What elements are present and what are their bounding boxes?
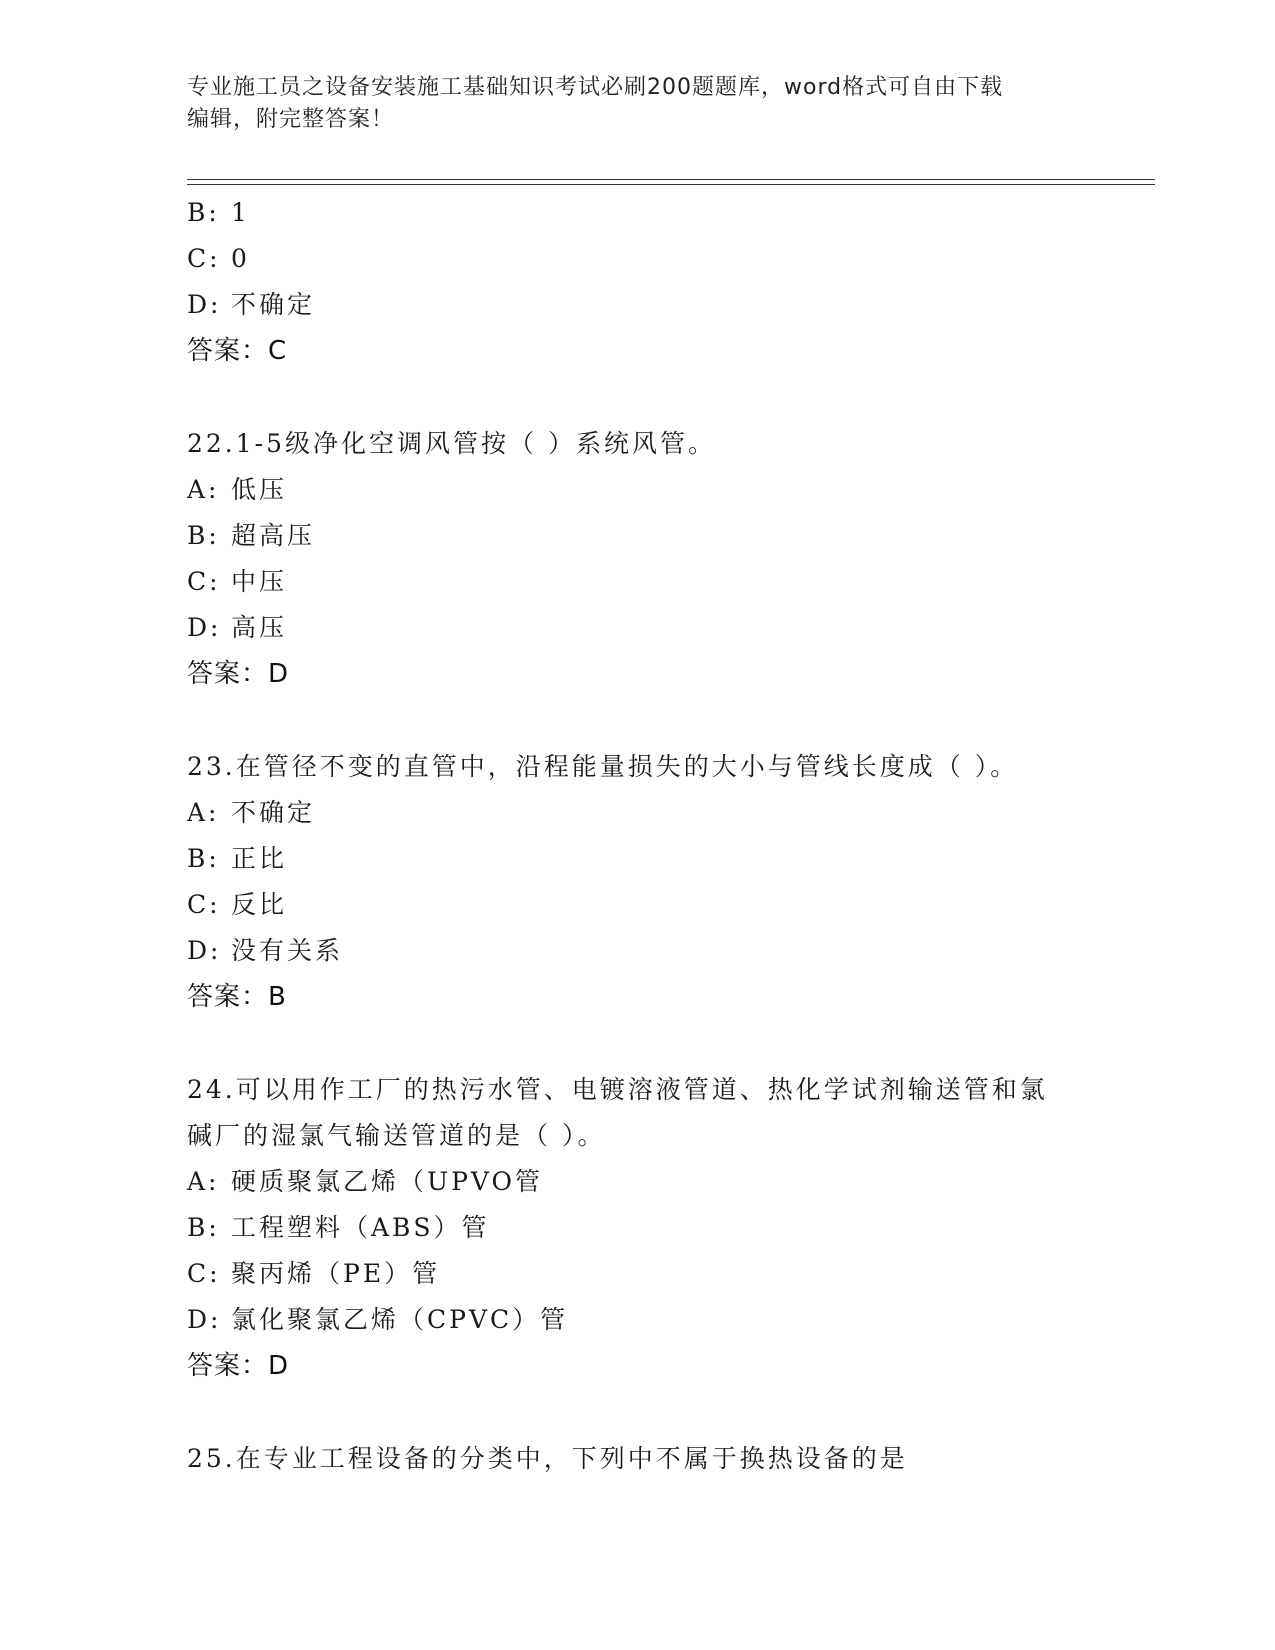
header-rule-top [187, 179, 1155, 180]
answer-line: 答案：C [187, 336, 288, 366]
answer-line: 答案：D [187, 659, 290, 689]
option-a: A: 硬质聚氯乙烯（UPVO管 [187, 1167, 544, 1196]
header-title-line-2: 编辑，附完整答案！ [187, 107, 395, 132]
option-a: A: 不确定 [187, 798, 316, 827]
question-block-25 [187, 1436, 1157, 1482]
question-block-24 [187, 1067, 1157, 1389]
option-d: D: 高压 [187, 613, 288, 642]
option-a: A: 低压 [187, 475, 288, 504]
header-rule-bottom [187, 184, 1155, 185]
question-text-line-2: 碱厂的湿氯气输送管道的是（ ）。 [187, 1121, 606, 1150]
question-text-line-1: 24.可以用作工厂的热污水管、电镀溶液管道、热化学试剂输送管和氯 [187, 1075, 1048, 1104]
option-c: C: 中压 [187, 567, 288, 596]
option-b: B: 工程塑料（ABS）管 [187, 1213, 490, 1242]
option-b: B: 1 [187, 198, 250, 227]
question-text: 23.在管径不变的直管中，沿程能量损失的大小与管线长度成（ ）。 [187, 752, 1019, 781]
document-header [187, 72, 1087, 136]
question-block-21-partial [187, 190, 1157, 374]
header-title-line-1: 专业施工员之设备安装施工基础知识考试必刷200题题库，word格式可自由下载 [187, 75, 1004, 100]
question-text: 22.1-5级净化空调风管按（ ）系统风管。 [187, 429, 716, 458]
option-d: D: 没有关系 [187, 936, 344, 965]
question-block-22 [187, 421, 1157, 697]
option-d: D: 氯化聚氯乙烯（CPVC）管 [187, 1305, 569, 1334]
option-c: C: 反比 [187, 890, 288, 919]
option-c: C: 聚丙烯（PE）管 [187, 1259, 441, 1288]
question-block-23 [187, 744, 1157, 1020]
option-d: D: 不确定 [187, 290, 316, 319]
option-b: B: 超高压 [187, 521, 316, 550]
option-c: C: 0 [187, 244, 250, 273]
option-b: B: 正比 [187, 844, 288, 873]
answer-line: 答案：D [187, 1351, 290, 1381]
answer-line: 答案：B [187, 982, 287, 1012]
question-list [187, 190, 1157, 1482]
question-text: 25.在专业工程设备的分类中，下列中不属于换热设备的是 [187, 1444, 908, 1473]
